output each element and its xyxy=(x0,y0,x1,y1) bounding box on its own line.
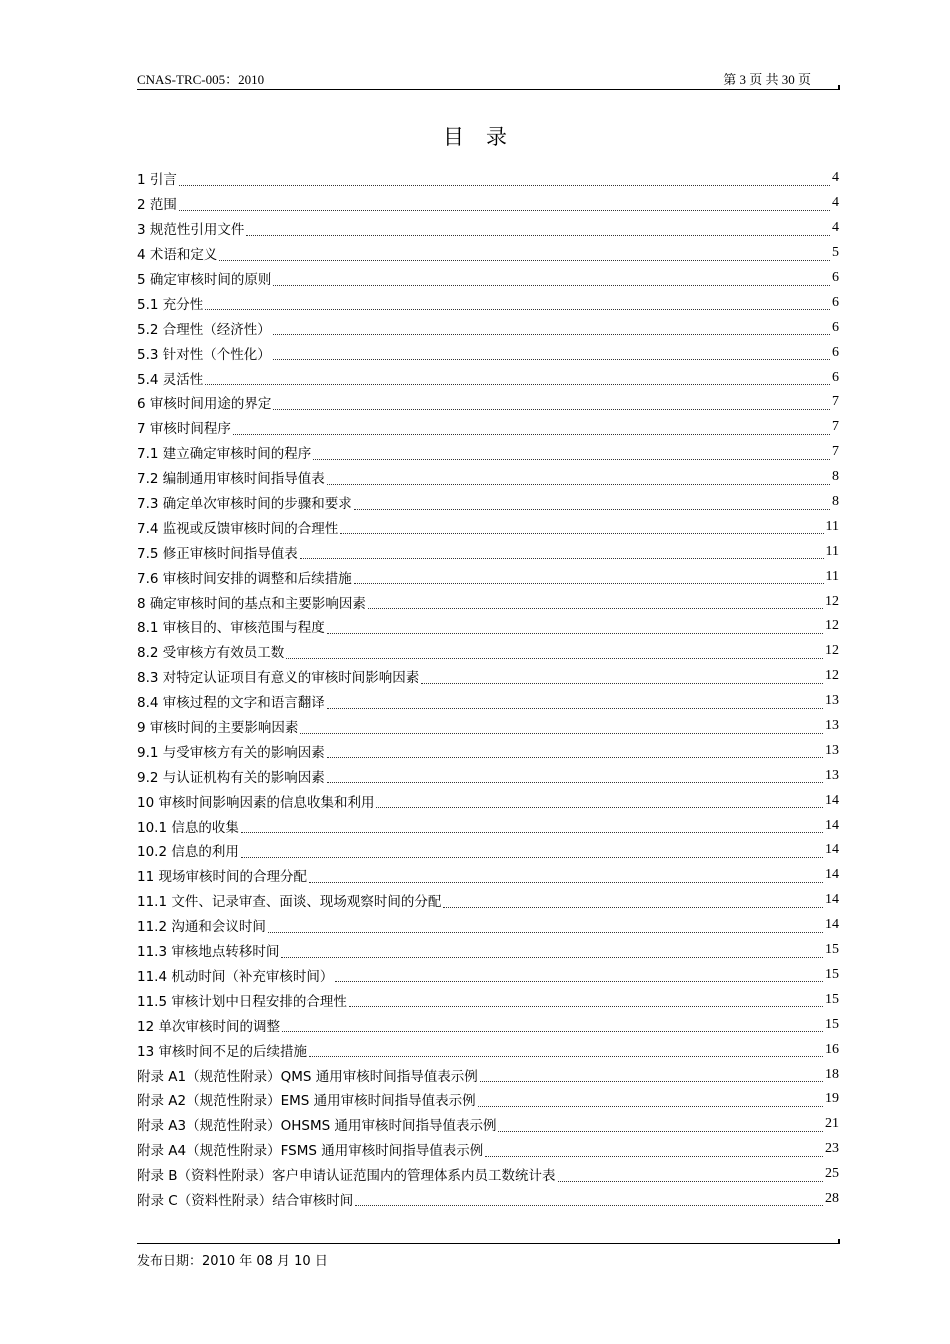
toc-entry-page: 8 xyxy=(832,469,839,485)
toc-entry-page: 13 xyxy=(825,767,839,783)
toc-entry-page: 14 xyxy=(825,792,839,808)
toc-leader-dots xyxy=(376,793,823,808)
toc-entry[interactable] xyxy=(137,216,839,241)
toc-entry-page: 6 xyxy=(832,344,839,360)
toc-entry[interactable] xyxy=(137,589,839,614)
footer-rule xyxy=(137,1243,840,1244)
toc-leader-dots xyxy=(300,544,824,559)
toc-entry-label: 11.3 审核地点转移时间 xyxy=(137,940,281,960)
toc-entry[interactable] xyxy=(137,465,839,490)
footer-rule-tick xyxy=(838,1239,840,1244)
toc-leader-dots xyxy=(273,320,830,335)
toc-entry-label: 2 范围 xyxy=(137,193,179,213)
toc-entry[interactable] xyxy=(137,1162,839,1187)
toc-leader-dots xyxy=(273,395,830,410)
toc-entry-label: 12 单次审核时间的调整 xyxy=(137,1015,282,1035)
toc-entry[interactable] xyxy=(137,1112,839,1137)
toc-entry-page: 14 xyxy=(825,892,839,908)
toc-entry-page: 25 xyxy=(825,1166,839,1182)
toc-entry-label: 5.1 充分性 xyxy=(137,293,205,313)
toc-entry[interactable] xyxy=(137,689,839,714)
header-rule xyxy=(137,89,840,90)
toc-leader-dots xyxy=(286,644,823,659)
toc-leader-dots xyxy=(268,918,823,933)
toc-entry-label: 6 审核时间用途的界定 xyxy=(137,392,273,412)
toc-entry-label: 7.5 修正审核时间指导值表 xyxy=(137,542,300,562)
toc-entry[interactable] xyxy=(137,315,839,340)
toc-entry-label: 13 审核时间不足的后续措施 xyxy=(137,1040,309,1060)
toc-entry[interactable] xyxy=(137,490,839,515)
toc-leader-dots xyxy=(443,893,823,908)
toc-entry[interactable] xyxy=(137,390,839,415)
toc-entry-label: 11.2 沟通和会议时间 xyxy=(137,915,268,935)
toc-leader-dots xyxy=(558,1167,823,1182)
toc-leader-dots xyxy=(349,992,823,1007)
toc-leader-dots xyxy=(273,345,830,360)
toc-entry-label: 8.3 对特定认证项目有意义的审核时间影响因素 xyxy=(137,666,421,686)
toc-leader-dots xyxy=(309,1042,823,1057)
toc-leader-dots xyxy=(205,295,830,310)
toc-entry[interactable] xyxy=(137,191,839,216)
toc-entry-label: 11.1 文件、记录审查、面谈、现场观察时间的分配 xyxy=(137,890,443,910)
toc-leader-dots xyxy=(241,843,823,858)
toc-entry-label: 附录 A2（规范性附录）EMS 通用审核时间指导值表示例 xyxy=(137,1089,478,1109)
toc-entry-page: 14 xyxy=(825,867,839,883)
toc-leader-dots xyxy=(273,271,830,286)
toc-leader-dots xyxy=(205,370,830,385)
toc-entry-label: 9.1 与受审核方有关的影响因素 xyxy=(137,741,327,761)
toc-leader-dots xyxy=(327,470,830,485)
header-rule-tick xyxy=(838,85,840,90)
toc-entry-label: 7.3 确定单次审核时间的步骤和要求 xyxy=(137,492,354,512)
toc-leader-dots xyxy=(485,1142,823,1157)
toc-entry[interactable] xyxy=(137,888,839,913)
toc-entry-label: 11.4 机动时间（补充审核时间） xyxy=(137,965,335,985)
document-code: CNAS-TRC-005：2010 xyxy=(137,72,265,87)
toc-entry[interactable] xyxy=(137,738,839,763)
toc-entry-page: 15 xyxy=(825,991,839,1007)
toc-entry-page: 11 xyxy=(825,518,839,534)
toc-entry-page: 7 xyxy=(832,419,839,435)
toc-entry[interactable] xyxy=(137,987,839,1012)
toc-entry-label: 附录 B（资料性附录）客户申请认证范围内的管理体系内员工数统计表 xyxy=(137,1164,558,1184)
toc-entry-page: 23 xyxy=(825,1141,839,1157)
toc-entry-page: 12 xyxy=(825,593,839,609)
toc-entry[interactable] xyxy=(137,1012,839,1037)
toc-entry-page: 7 xyxy=(832,444,839,460)
toc-entry-page: 13 xyxy=(825,693,839,709)
toc-leader-dots xyxy=(340,519,823,534)
toc-entry-page: 14 xyxy=(825,817,839,833)
toc-entry-label: 10 审核时间影响因素的信息收集和利用 xyxy=(137,791,376,811)
toc-entry[interactable] xyxy=(137,365,839,390)
toc-entry-page: 13 xyxy=(825,742,839,758)
toc-leader-dots xyxy=(233,420,830,435)
toc-entry[interactable] xyxy=(137,514,839,539)
toc-entry-page: 4 xyxy=(832,220,839,236)
toc-leader-dots xyxy=(327,694,823,709)
toc-entry-label: 8.1 审核目的、审核范围与程度 xyxy=(137,616,327,636)
page-header xyxy=(137,72,839,90)
toc-entry-label: 4 术语和定义 xyxy=(137,243,219,263)
toc-entry[interactable] xyxy=(137,340,839,365)
toc-leader-dots xyxy=(241,818,823,833)
table-of-contents xyxy=(137,166,839,1211)
toc-leader-dots xyxy=(327,619,823,634)
toc-leader-dots xyxy=(282,1017,823,1032)
toc-entry-label: 3 规范性引用文件 xyxy=(137,218,246,238)
toc-entry-label: 11.5 审核计划中日程安排的合理性 xyxy=(137,990,349,1010)
toc-entry-page: 12 xyxy=(825,643,839,659)
toc-entry[interactable] xyxy=(137,838,839,863)
toc-leader-dots xyxy=(480,1067,823,1082)
toc-entry-page: 28 xyxy=(825,1190,839,1206)
toc-entry-page: 6 xyxy=(832,270,839,285)
toc-leader-dots xyxy=(309,868,823,883)
toc-leader-dots xyxy=(498,1117,823,1132)
toc-leader-dots xyxy=(300,719,823,734)
toc-entry[interactable] xyxy=(137,1187,839,1212)
toc-entry-label: 7 审核时间程序 xyxy=(137,417,233,437)
toc-entry-page: 15 xyxy=(825,942,839,958)
toc-entry-label: 9 审核时间的主要影响因素 xyxy=(137,716,300,736)
toc-entry[interactable] xyxy=(137,1137,839,1162)
toc-entry[interactable] xyxy=(137,639,839,664)
toc-entry[interactable] xyxy=(137,290,839,315)
toc-entry[interactable] xyxy=(137,813,839,838)
toc-entry-page: 6 xyxy=(832,294,839,310)
toc-leader-dots xyxy=(179,196,830,211)
toc-leader-dots xyxy=(354,569,824,584)
toc-leader-dots xyxy=(354,495,830,510)
toc-entry-label: 5.3 针对性（个性化） xyxy=(137,343,273,363)
toc-entry[interactable] xyxy=(137,241,839,266)
toc-entry-page: 6 xyxy=(832,369,839,385)
toc-entry[interactable] xyxy=(137,963,839,988)
toc-entry-page: 11 xyxy=(825,568,839,584)
toc-entry-label: 9.2 与认证机构有关的影响因素 xyxy=(137,766,327,786)
toc-leader-dots xyxy=(335,967,823,982)
toc-title: 目录 xyxy=(443,125,529,149)
toc-entry[interactable] xyxy=(137,564,839,589)
toc-entry-page: 6 xyxy=(832,319,839,335)
toc-leader-dots xyxy=(478,1092,823,1107)
toc-entry-page: 5 xyxy=(832,245,839,261)
toc-entry-label: 5 确定审核时间的原则 xyxy=(137,268,273,288)
toc-entry-page: 18 xyxy=(825,1066,839,1082)
toc-entry-label: 7.2 编制通用审核时间指导值表 xyxy=(137,467,327,487)
toc-entry-label: 附录 A3（规范性附录）OHSMS 通用审核时间指导值表示例 xyxy=(137,1114,498,1134)
toc-entry-page: 8 xyxy=(832,494,839,510)
toc-entry-label: 附录 A1（规范性附录）QMS 通用审核时间指导值表示例 xyxy=(137,1065,480,1085)
toc-leader-dots xyxy=(355,1191,823,1206)
toc-entry-label: 11 现场审核时间的合理分配 xyxy=(137,865,309,885)
publish-date: 发布日期：2010 年 08 月 10 日 xyxy=(137,1254,328,1269)
toc-entry[interactable] xyxy=(137,913,839,938)
toc-entry[interactable] xyxy=(137,1037,839,1062)
toc-entry-page: 4 xyxy=(832,170,839,186)
toc-entry[interactable] xyxy=(137,863,839,888)
toc-entry-label: 10.1 信息的收集 xyxy=(137,816,241,836)
toc-entry-label: 10.2 信息的利用 xyxy=(137,840,241,860)
toc-entry[interactable] xyxy=(137,664,839,689)
toc-entry-page: 14 xyxy=(825,917,839,933)
toc-entry-page: 12 xyxy=(825,668,839,684)
toc-entry-label: 7.1 建立确定审核时间的程序 xyxy=(137,442,313,462)
toc-entry-label: 附录 C（资料性附录）结合审核时间 xyxy=(137,1189,355,1209)
toc-entry-label: 5.4 灵活性 xyxy=(137,368,205,388)
toc-entry[interactable] xyxy=(137,1062,839,1087)
toc-entry[interactable] xyxy=(137,440,839,465)
toc-entry-label: 5.2 合理性（经济性） xyxy=(137,318,273,338)
toc-leader-dots xyxy=(368,594,823,609)
toc-entry[interactable] xyxy=(137,539,839,564)
toc-entry-page: 19 xyxy=(825,1091,839,1107)
toc-entry[interactable] xyxy=(137,614,839,639)
toc-entry-page: 16 xyxy=(825,1041,839,1057)
toc-entry-label: 8 确定审核时间的基点和主要影响因素 xyxy=(137,592,368,612)
toc-entry-page: 11 xyxy=(825,543,839,559)
page-number-info: 第 3 页 共 30 页 xyxy=(723,72,811,87)
toc-entry-label: 7.4 监视或反馈审核时间的合理性 xyxy=(137,517,340,537)
toc-entry-page: 12 xyxy=(825,618,839,634)
toc-leader-dots xyxy=(327,768,823,783)
toc-leader-dots xyxy=(421,669,823,684)
toc-entry-page: 4 xyxy=(832,195,839,211)
toc-leader-dots xyxy=(179,171,830,186)
toc-entry[interactable] xyxy=(137,266,839,291)
toc-entry-page: 21 xyxy=(825,1116,839,1132)
toc-leader-dots xyxy=(219,246,830,261)
toc-entry-label: 1 引言 xyxy=(137,168,179,188)
toc-leader-dots xyxy=(327,743,823,758)
toc-entry[interactable] xyxy=(137,714,839,739)
toc-leader-dots xyxy=(281,943,823,958)
toc-entry[interactable] xyxy=(137,1087,839,1112)
toc-entry-page: 15 xyxy=(825,966,839,982)
toc-leader-dots xyxy=(246,221,830,236)
toc-entry[interactable] xyxy=(137,415,839,440)
toc-entry-page: 7 xyxy=(832,394,839,410)
toc-entry-label: 附录 A4（规范性附录）FSMS 通用审核时间指导值表示例 xyxy=(137,1139,485,1159)
toc-entry[interactable] xyxy=(137,938,839,963)
toc-entry-page: 14 xyxy=(825,842,839,858)
toc-entry-label: 7.6 审核时间安排的调整和后续措施 xyxy=(137,567,354,587)
toc-entry-label: 8.2 受审核方有效员工数 xyxy=(137,641,286,661)
toc-entry-page: 13 xyxy=(825,718,839,734)
toc-entry[interactable] xyxy=(137,763,839,788)
toc-leader-dots xyxy=(313,445,830,460)
toc-entry-page: 15 xyxy=(825,1016,839,1032)
toc-entry[interactable] xyxy=(137,788,839,813)
toc-entry[interactable] xyxy=(137,166,839,191)
toc-entry-label: 8.4 审核过程的文字和语言翻译 xyxy=(137,691,327,711)
